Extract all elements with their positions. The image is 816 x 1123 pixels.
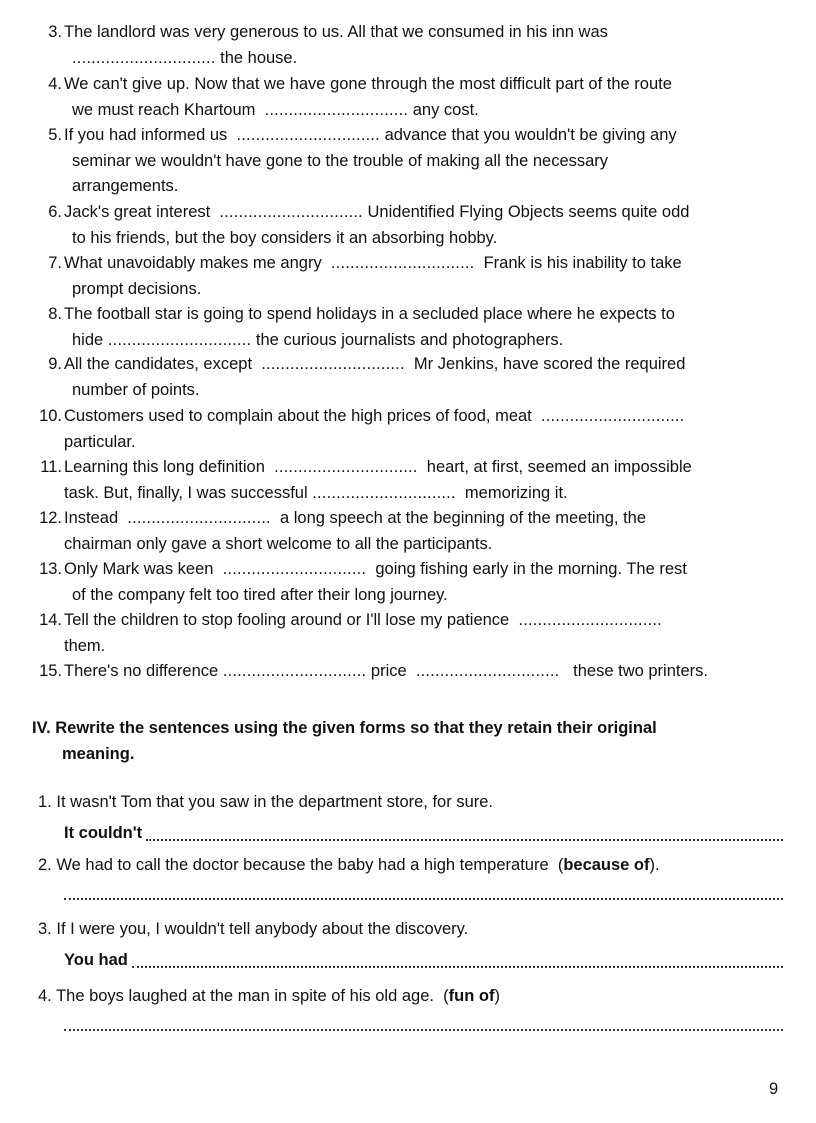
rewrite-item-3 [38,917,783,973]
answer-blank[interactable]: .............................. [219,203,363,221]
answer-blank[interactable]: .............................. [261,355,405,373]
rewrite-prompt: It couldn't [64,824,143,842]
item-text: a long speech at the beginning of the meeting, the [280,509,647,527]
item-text: Tell the children to stop fooling around or I'll lose my patience [64,611,510,629]
rewrite-prompt: You had [64,951,128,969]
item-number: 2. [38,856,52,874]
item-number: 12. [39,509,62,527]
rewrite-sentence: It wasn't Tom that you saw in the department store, for sure. [56,793,493,811]
item-text: Mr Jenkins, have scored the required [413,355,686,373]
item-text: heart, at first, seemed an impossible [426,458,692,476]
item-text: Instead [64,509,119,527]
item-text: price [370,662,407,680]
rewrite-hint: because of [563,856,650,874]
hint-bracket: ( [557,856,564,874]
item-number: 5. [48,126,62,144]
answer-blank[interactable]: .............................. [540,407,685,425]
item-text: hide [72,330,104,349]
rewrite-sentence: If I were you, I wouldn't tell anybody about the discovery. [56,920,469,938]
item-number: 3. [48,23,62,41]
item-number: 6. [48,203,62,221]
item-text: going fishing early in the morning. The rest [375,560,687,578]
item-number: 13. [39,560,62,578]
item-number: 4. [48,75,62,93]
answer-blank[interactable]: .............................. [236,126,380,144]
answer-blank[interactable]: .............................. [274,458,418,476]
hint-bracket: ( [443,987,449,1005]
answer-line[interactable] [132,960,783,968]
answer-blank[interactable]: .............................. [312,483,456,502]
rewrite-item-2 [38,853,783,900]
item-text-line: seminar we wouldn't have gone to the trouble of making all the necessary [72,151,609,170]
item-text: we must reach Khartoum [72,100,256,119]
answer-blank[interactable]: .............................. [72,48,216,67]
item-text: memorizing it. [464,483,568,502]
rewrite-sentence: The boys laughed at the man in spite of his old age. [56,987,434,1005]
answer-blank[interactable]: .............................. [107,330,252,349]
item-text: What unavoidably makes me angry [64,254,322,272]
item-text: the curious journalists and photographers. [255,330,564,349]
item-text-line: arrangements. [72,177,179,196]
item-number: 9. [48,355,62,373]
answer-line[interactable] [64,892,783,900]
item-text: All the candidates, except [64,355,253,373]
rewrite-item-4 [38,984,783,1031]
item-number: 14. [39,611,62,629]
item-text: advance that you wouldn't be giving any [384,126,677,144]
item-text: Frank is his inability to take [483,254,682,272]
rewrite-hint: fun of [448,987,495,1005]
section-iv-heading [32,716,772,767]
answer-blank[interactable]: .............................. [222,560,367,578]
item-text: Customers used to complain about the high prices of food, meat [64,407,532,425]
answer-blank[interactable]: .............................. [415,662,560,680]
item-text: Unidentified Flying Objects seems quite odd [367,203,690,221]
item-text-line: to his friends, but the boy considers it an absorbing hobby. [72,228,498,247]
item-text-line: prompt decisions. [72,279,202,298]
answer-blank[interactable]: .............................. [330,254,475,272]
item-number: 15. [39,662,62,680]
item-text: Only Mark was keen [64,560,214,578]
item-text-line: The football star is going to spend holidays in a secluded place where he expects to [64,305,675,323]
page-number: 9 [769,1080,779,1098]
item-number: 4. [38,987,52,1005]
item-text-line: We can't give up. Now that we have gone through the most difficult part of the route [64,75,672,93]
answer-line[interactable] [64,1023,783,1031]
item-text: the house. [220,48,298,67]
item-text: If you had informed us [64,126,228,144]
item-text-line: of the company felt too tired after their long journey. [72,585,448,604]
section-title-line: meaning. [62,744,135,763]
item-text-line: number of points. [72,380,200,399]
rewrite-item-1 [38,790,783,846]
item-number: 1. [38,793,52,811]
item-number: 10. [39,407,62,425]
hint-bracket: ). [649,856,660,874]
answer-blank[interactable]: .............................. [264,100,409,119]
item-text: Jack's great interest [64,203,211,221]
item-text: There's no difference [64,662,219,680]
item-text-line: them. [64,636,106,655]
item-text: task. But, finally, I was successful [64,483,308,502]
item-number: 7. [48,254,62,272]
rewrite-sentence: We had to call the doctor because the baby had a high temperature [56,856,549,874]
answer-blank[interactable]: .............................. [127,509,271,527]
answer-line[interactable] [146,833,783,841]
answer-blank[interactable]: .............................. [518,611,662,629]
hint-bracket: ) [494,987,500,1005]
item-text-line: The landlord was very generous to us. All that we consumed in his inn was [64,23,608,41]
item-text: any cost. [412,100,479,119]
item-text: Learning this long definition [64,458,265,476]
item-text-line: particular. [64,432,136,451]
answer-blank[interactable]: .............................. [222,662,367,680]
item-number: 11. [40,458,62,476]
item-text: these two printers. [573,662,708,680]
item-number: 3. [38,920,52,938]
item-number: 8. [48,305,62,323]
item-text-line: chairman only gave a short welcome to all the participants. [64,534,493,553]
section-title-line: IV. Rewrite the sentences using the given forms so that they retain their original [32,719,657,737]
